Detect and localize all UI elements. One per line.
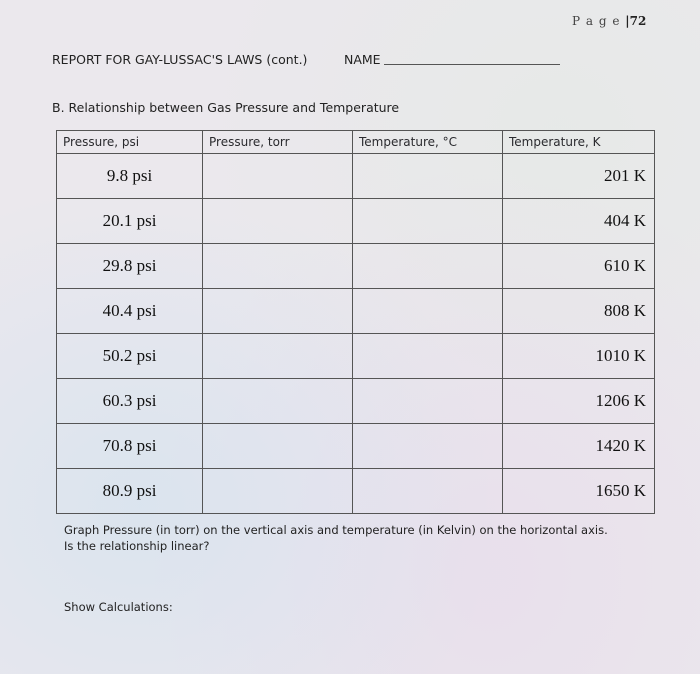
cell-pressure-torr[interactable] — [203, 469, 353, 514]
column-header-temperature-k: Temperature, K — [503, 131, 655, 154]
table-row — [57, 244, 655, 289]
show-calculations-label: Show Calculations: — [64, 600, 173, 614]
cell-temperature-k: 1010 K — [503, 334, 655, 379]
cell-pressure-torr[interactable] — [203, 154, 353, 199]
cell-temperature-k: 1420 K — [503, 424, 655, 469]
page-number-value: 72 — [629, 14, 647, 28]
cell-pressure-psi: 29.8 psi — [57, 244, 203, 289]
cell-pressure-torr[interactable] — [203, 244, 353, 289]
cell-temperature-c[interactable] — [353, 154, 503, 199]
cell-temperature-c[interactable] — [353, 289, 503, 334]
cell-temperature-k: 1206 K — [503, 379, 655, 424]
cell-temperature-c[interactable] — [353, 244, 503, 289]
pressure-temperature-table — [56, 130, 655, 514]
table-row — [57, 334, 655, 379]
page-number-prefix: P a g e — [572, 14, 621, 28]
cell-pressure-torr[interactable] — [203, 379, 353, 424]
name-label: NAME — [344, 52, 381, 67]
cell-pressure-psi: 60.3 psi — [57, 379, 203, 424]
cell-temperature-c[interactable] — [353, 424, 503, 469]
column-header-pressure-torr: Pressure, torr — [203, 131, 353, 154]
graph-instructions — [64, 522, 608, 554]
cell-temperature-c[interactable] — [353, 469, 503, 514]
cell-pressure-torr[interactable] — [203, 334, 353, 379]
table-header-row — [57, 131, 655, 154]
table-row — [57, 469, 655, 514]
name-line[interactable] — [384, 64, 560, 65]
cell-temperature-c[interactable] — [353, 334, 503, 379]
cell-temperature-k: 201 K — [503, 154, 655, 199]
cell-pressure-psi: 20.1 psi — [57, 199, 203, 244]
cell-temperature-k: 404 K — [503, 199, 655, 244]
cell-temperature-k: 808 K — [503, 289, 655, 334]
page-number-separator: | — [625, 14, 630, 28]
table-row — [57, 379, 655, 424]
cell-pressure-psi: 9.8 psi — [57, 154, 203, 199]
instruction-line-2: Is the relationship linear? — [64, 539, 210, 553]
table-row — [57, 199, 655, 244]
column-header-temperature-c: Temperature, °C — [353, 131, 503, 154]
cell-pressure-torr[interactable] — [203, 424, 353, 469]
page-number — [572, 14, 646, 28]
cell-pressure-torr[interactable] — [203, 289, 353, 334]
table-row — [57, 289, 655, 334]
table-row — [57, 424, 655, 469]
instruction-line-1: Graph Pressure (in torr) on the vertical axis and temperature (in Kelvin) on the horizontal axis. — [64, 523, 608, 537]
column-header-pressure-psi: Pressure, psi — [57, 131, 203, 154]
cell-pressure-psi: 80.9 psi — [57, 469, 203, 514]
cell-pressure-torr[interactable] — [203, 199, 353, 244]
cell-pressure-psi: 70.8 psi — [57, 424, 203, 469]
cell-pressure-psi: 50.2 psi — [57, 334, 203, 379]
cell-pressure-psi: 40.4 psi — [57, 289, 203, 334]
cell-temperature-k: 1650 K — [503, 469, 655, 514]
cell-temperature-c[interactable] — [353, 199, 503, 244]
cell-temperature-c[interactable] — [353, 379, 503, 424]
report-title: REPORT FOR GAY-LUSSAC'S LAWS (cont.) — [52, 52, 308, 67]
section-title: B. Relationship between Gas Pressure and Temperature — [52, 100, 400, 115]
cell-temperature-k: 610 K — [503, 244, 655, 289]
table-row — [57, 154, 655, 199]
